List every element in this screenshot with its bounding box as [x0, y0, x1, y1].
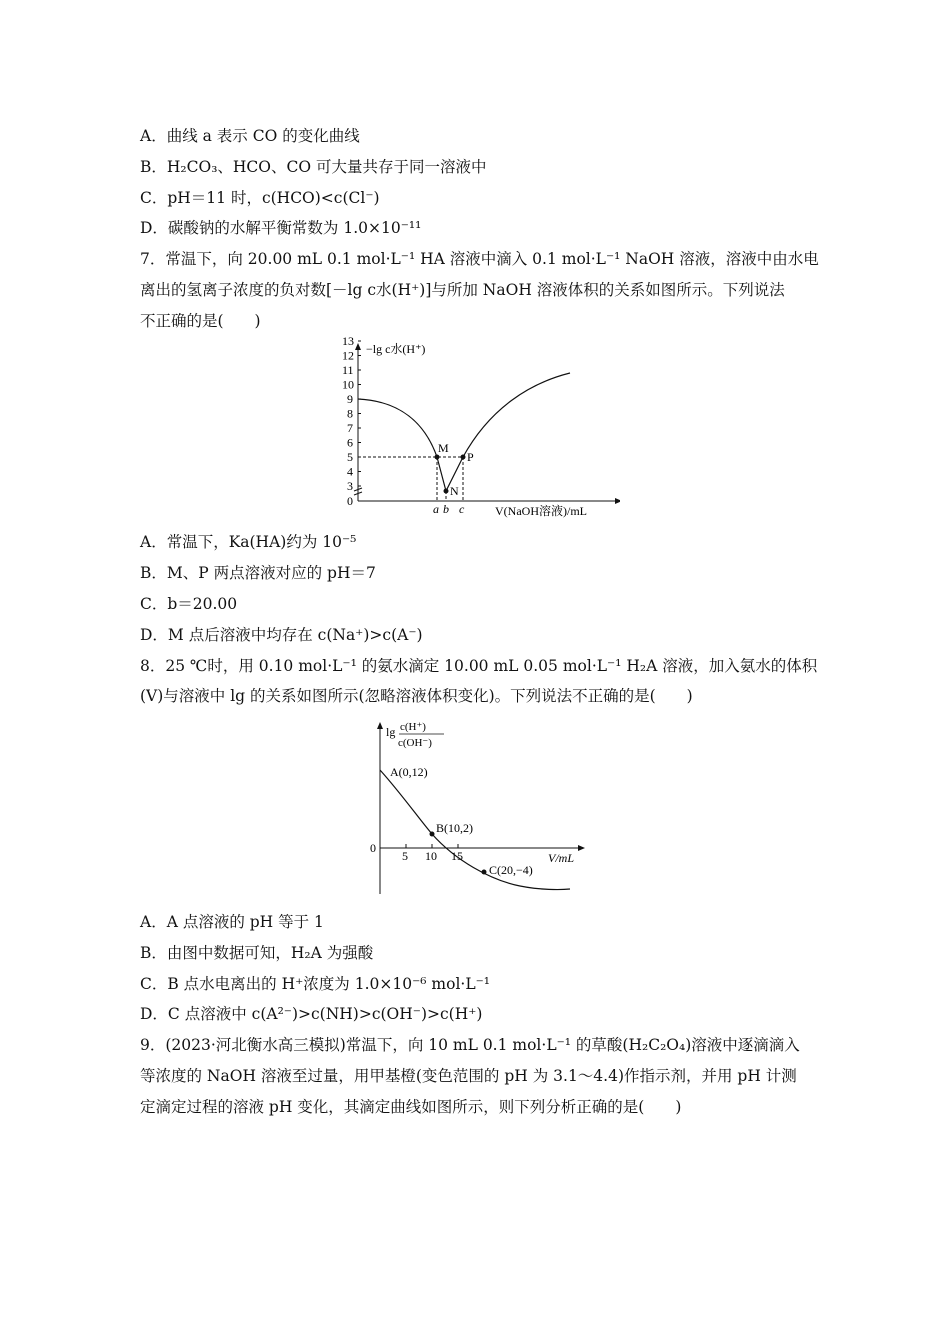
q7-xtick-b: b [443, 502, 449, 516]
q8-label-c: C(20,−4) [489, 863, 533, 877]
q8-point-b [430, 832, 435, 837]
q9-stem-line1: 9．(2023·河北衡水高三模拟)常温下，向 10 mL 0.1 mol·L⁻¹ 的草酸(H₂C₂O₄)溶液中逐滴滴入 [140, 1036, 800, 1054]
q9-stem-line3: 定滴定过程的溶液 pH 变化，其滴定曲线如图所示，则下列分析正确的是( ) [140, 1098, 682, 1116]
q7-option-c: C．b＝20.00 [140, 595, 238, 613]
q7-label-p: P [467, 450, 474, 464]
q8-xtick-15: 15 [451, 849, 463, 863]
q8-label-b: B(10,2) [436, 821, 473, 835]
q7-chart [330, 333, 620, 523]
q7-y-label: −lg c水(H⁺) [366, 342, 426, 356]
q7-ytick-6: 6 [347, 435, 353, 450]
q8-option-b: B．由图中数据可知，H₂A 为强酸 [140, 944, 374, 962]
q9-stem-line2: 等浓度的 NaOH 溶液至过量，用甲基橙(变色范围的 pH 为 3.1～4.4)作指示剂，并用 pH 计测 [140, 1067, 797, 1085]
q8-option-c: C．B 点水电离出的 H⁺浓度为 1.0×10⁻⁶ mol·L⁻¹ [140, 975, 491, 993]
q7-ytick-8: 8 [347, 406, 353, 421]
q8-option-a: A．A 点溶液的 pH 等于 1 [140, 913, 324, 931]
q7-ytick-4: 4 [347, 464, 353, 479]
q8-y-label-prefix: lg [386, 725, 396, 739]
q6-option-c: C．pH＝11 时，c(HCO)<c(Cl⁻) [140, 189, 380, 207]
q7-ytick-3: 3 [347, 479, 353, 493]
q7-ytick-13: 13 [342, 334, 354, 348]
q7-stem-line1: 7．常温下，向 20.00 mL 0.1 mol·L⁻¹ HA 溶液中滴入 0.1 mol·L⁻¹ NaOH 溶液，溶液中由水电 [140, 250, 819, 268]
q8-y-label-den: c(OH⁻) [398, 737, 432, 749]
q7-point-p [461, 455, 466, 460]
q8-stem-line2: (V)与溶液中 lg 的关系如图所示(忽略溶液体积变化)。下列说法不正确的是( ) [140, 687, 693, 705]
q7-stem-line2: 离出的氢离子浓度的负对数[－lg c水(H⁺)]与所加 NaOH 溶液体积的关系如图所示。下列说法 [140, 281, 785, 299]
q7-ytick-12: 12 [342, 348, 354, 363]
q7-ytick-0: 0 [347, 494, 353, 508]
q8-xtick-10: 10 [425, 849, 437, 863]
q8-xtick-5: 5 [402, 849, 408, 863]
q7-point-n [444, 489, 449, 494]
q8-chart [360, 712, 590, 902]
q7-label-n: N [450, 484, 459, 498]
q7-option-b: B．M、P 两点溶液对应的 pH＝7 [140, 564, 376, 582]
q7-option-a: A．常温下，Ka(HA)约为 10⁻⁵ [140, 533, 357, 551]
q6-option-d: D．碳酸钠的水解平衡常数为 1.0×10⁻¹¹ [140, 219, 422, 237]
q7-xtick-c: c [459, 502, 465, 516]
q7-ytick-10: 10 [342, 377, 354, 392]
q8-option-d: D．C 点溶液中 c(A²⁻)>c(NH)>c(OH⁻)>c(H⁺) [140, 1005, 483, 1023]
q7-ytick-5: 5 [347, 450, 353, 464]
q7-ytick-11: 11 [342, 363, 354, 377]
q7-x-label: V(NaOH溶液)/mL [495, 504, 587, 518]
q8-point-c [482, 870, 487, 875]
q6-option-a: A．曲线 a 表示 CO 的变化曲线 [140, 127, 360, 145]
q7-curve [358, 373, 570, 491]
q8-y-label-num: c(H⁺) [400, 721, 426, 733]
q8-label-a: A(0,12) [390, 765, 428, 779]
q7-stem-line3: 不正确的是( ) [140, 312, 261, 330]
q7-option-d: D．M 点后溶液中均存在 c(Na⁺)>c(A⁻) [140, 626, 423, 644]
q7-ytick-7: 7 [347, 421, 353, 435]
q7-xtick-a: a [433, 502, 439, 516]
q7-point-m [435, 455, 440, 460]
q6-option-b: B．H₂CO₃、HCO、CO 可大量共存于同一溶液中 [140, 158, 487, 176]
q7-label-m: M [438, 441, 449, 455]
q8-curve [380, 770, 570, 890]
q8-origin: 0 [370, 841, 376, 855]
q8-stem-line1: 8．25 ℃时，用 0.10 mol·L⁻¹ 的氨水滴定 10.00 mL 0.05 mol·L⁻¹ H₂A 溶液，加入氨水的体积 [140, 657, 818, 675]
q8-x-label: V/mL [548, 851, 575, 865]
q7-ytick-9: 9 [347, 392, 353, 406]
